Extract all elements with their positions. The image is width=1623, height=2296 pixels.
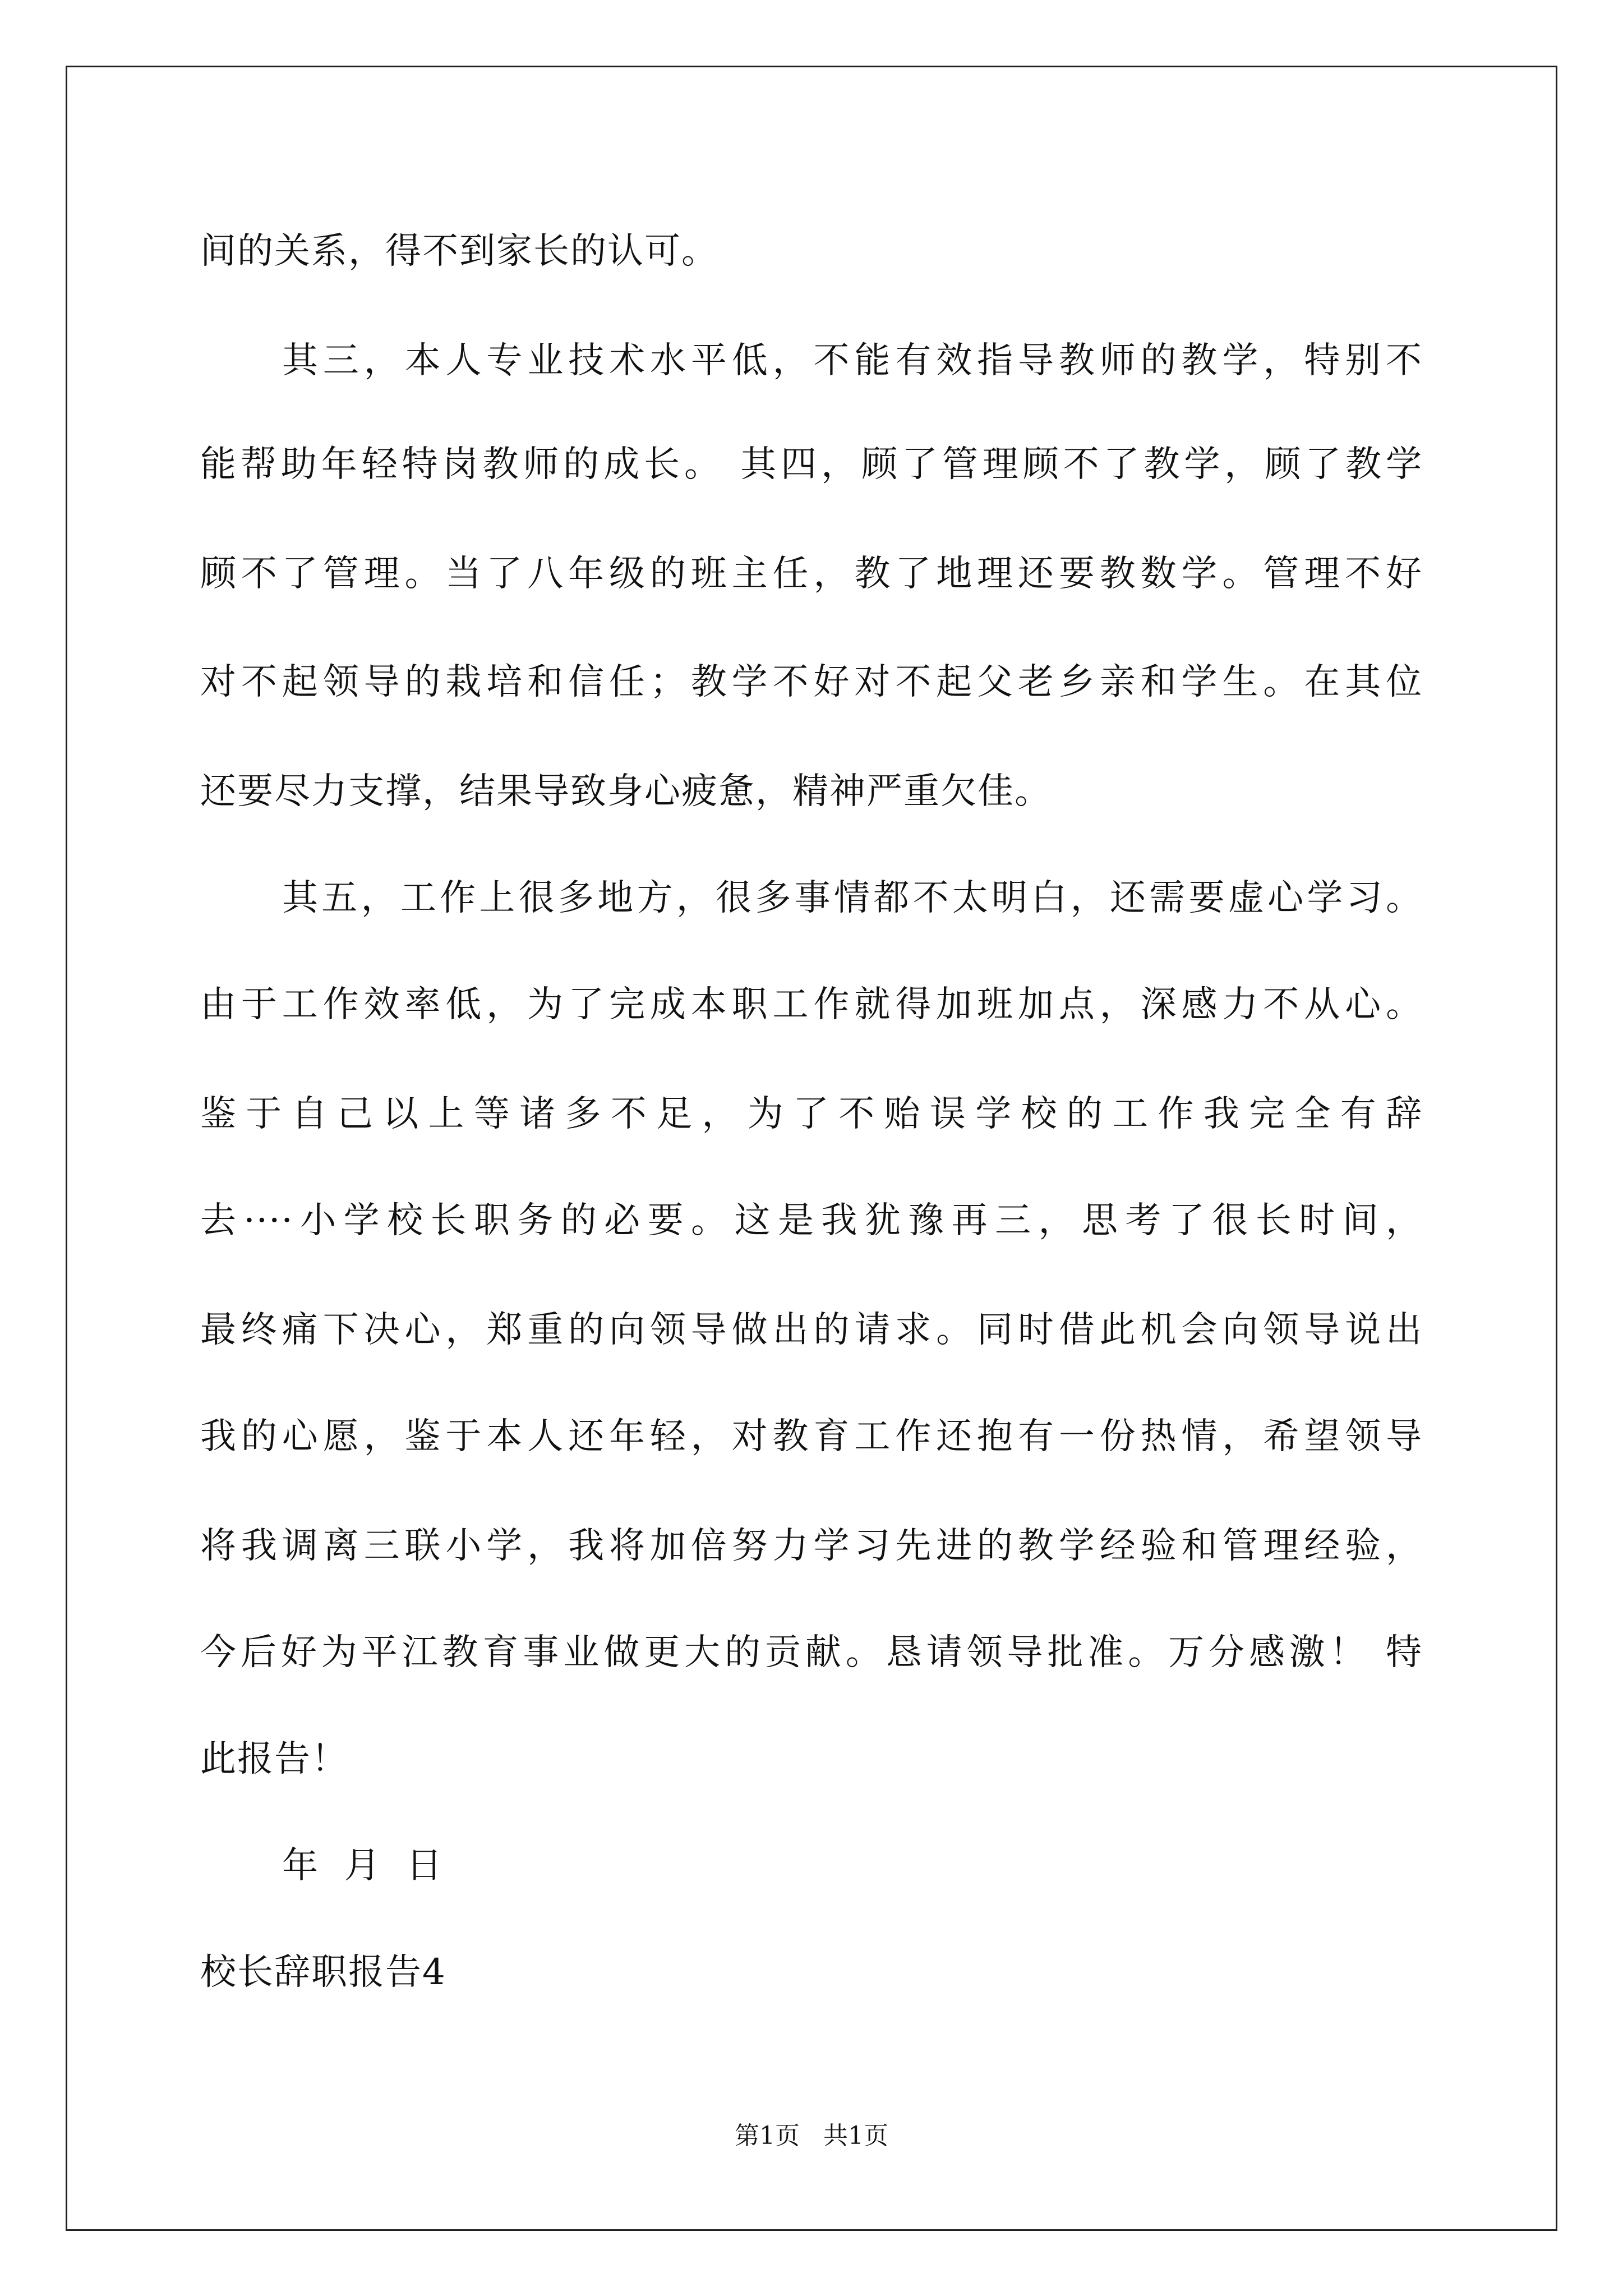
date-line: 年 月 日 [282, 1845, 444, 1887]
section-title: 校长辞职报告4 [200, 1952, 446, 1993]
page-number-footer: 第1页 共1页 [735, 2122, 888, 2150]
text-line-10: 去····小学校长职务的必要。这是我犹豫再三，思考了很长时间， [200, 1200, 1423, 1241]
text-line-6: 还要尽力支撑，结果导致身心疲惫，精神严重欠佳。 [200, 771, 1052, 812]
text-line-2: 其三，本人专业技术水平低，不能有效指导教师的教学，特别不 [282, 340, 1423, 381]
text-line-12: 我的心愿，鉴于本人还年轻，对教育工作还抱有一份热情，希望领导 [200, 1416, 1423, 1457]
text-line-8: 由于工作效率低，为了完成本职工作就得加班加点，深感力不从心。 [200, 984, 1423, 1025]
text-line-15: 此报告！ [200, 1738, 348, 1780]
text-line-9: 鉴于自己以上等诸多不足，为了不贻误学校的工作我完全有辞 [200, 1093, 1423, 1135]
text-line-4: 顾不了管理。当了八年级的班主任，教了地理还要教数学。管理不好 [200, 553, 1423, 595]
text-line-14: 今后好为平江教育事业做更大的贡献。恳请领导批准。万分感激！ 特 [200, 1632, 1423, 1673]
text-line-5: 对不起领导的栽培和信任；教学不好对不起父老乡亲和学生。在其位 [200, 661, 1423, 703]
text-line-11: 最终痛下决心，郑重的向领导做出的请求。同时借此机会向领导说出 [200, 1309, 1423, 1351]
text-line-7: 其五，工作上很多地方，很多事情都不太明白，还需要虚心学习。 [282, 877, 1423, 919]
text-line-3: 能帮助年轻特岗教师的成长。 其四，顾了管理顾不了教学，顾了教学 [200, 444, 1423, 485]
text-line-13: 将我调离三联小学，我将加倍努力学习先进的教学经验和管理经验， [200, 1525, 1423, 1567]
page-border [66, 66, 1557, 2231]
text-line-1: 间的关系，得不到家长的认可。 [200, 231, 718, 272]
